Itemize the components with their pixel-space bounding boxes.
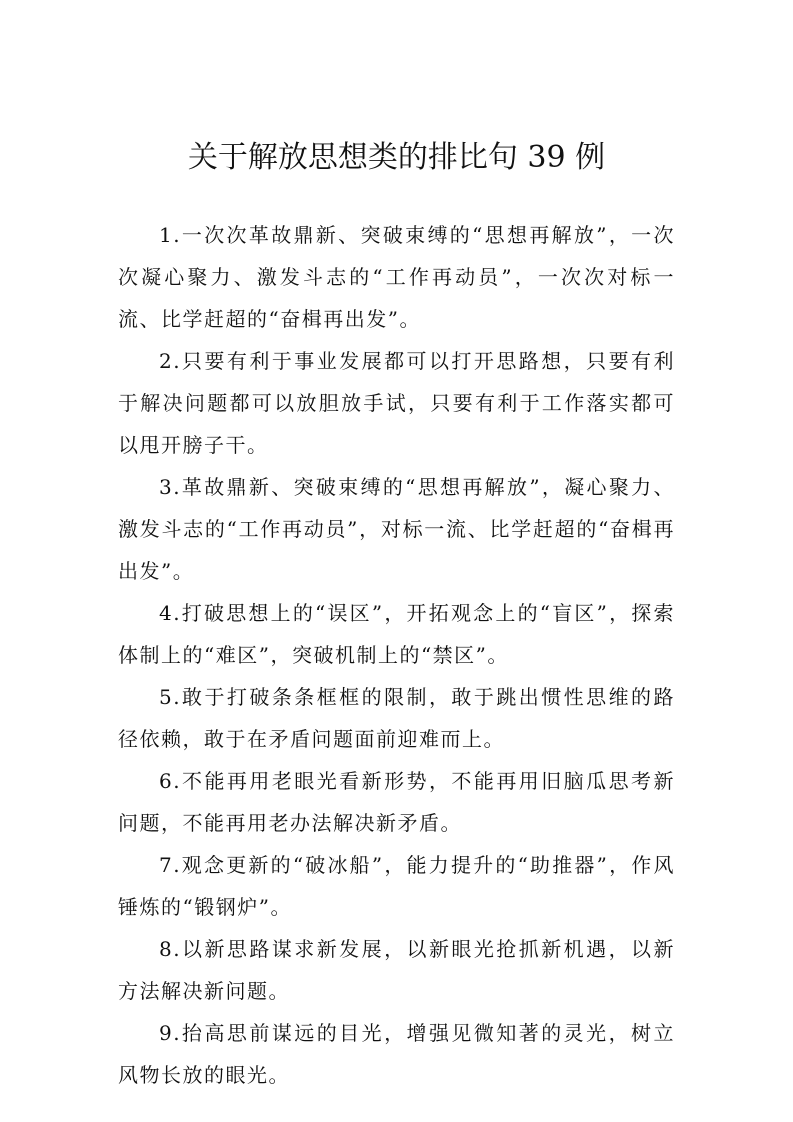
paragraph-2: 2.只要有利于事业发展都可以打开思路想，只要有利于解决问题都可以放胆放手试，只要有利于工作落实都可以甩开膀子干。 [118,349,675,457]
paragraph-6: 6.不能再用老眼光看新形势，不能再用旧脑瓜思考新问题，不能再用老办法解决新矛盾。 [118,769,675,835]
paragraph-9: 9.抬高思前谋远的目光，增强见微知著的灵光，树立风物长放的眼光。 [118,1021,675,1087]
paragraph-7: 7.观念更新的“破冰船”，能力提升的“助推器”，作风锤炼的“锻钢炉”。 [118,853,675,919]
paragraph-5: 5.敢于打破条条框框的限制，敢于跳出惯性思维的路径依赖，敢于在矛盾问题面前迎难而上。 [118,685,675,751]
paragraph-3: 3.革故鼎新、突破束缚的“思想再解放”，凝心聚力、激发斗志的“工作再动员”，对标一流、比学赶超的“奋楫再出发”。 [118,475,675,583]
paragraph-1: 1.一次次革故鼎新、突破束缚的“思想再解放”，一次次凝心聚力、激发斗志的“工作再动员”，一次次对标一流、比学赶超的“奋楫再出发”。 [118,223,675,331]
document-title: 关于解放思想类的排比句 39 例 [187,140,606,175]
paragraph-4: 4.打破思想上的“误区”，开拓观念上的“盲区”，探索体制上的“难区”，突破机制上的“禁区”。 [118,601,675,667]
document-body [118,214,675,1096]
paragraph-8: 8.以新思路谋求新发展，以新眼光抢抓新机遇，以新方法解决新问题。 [118,937,675,1003]
